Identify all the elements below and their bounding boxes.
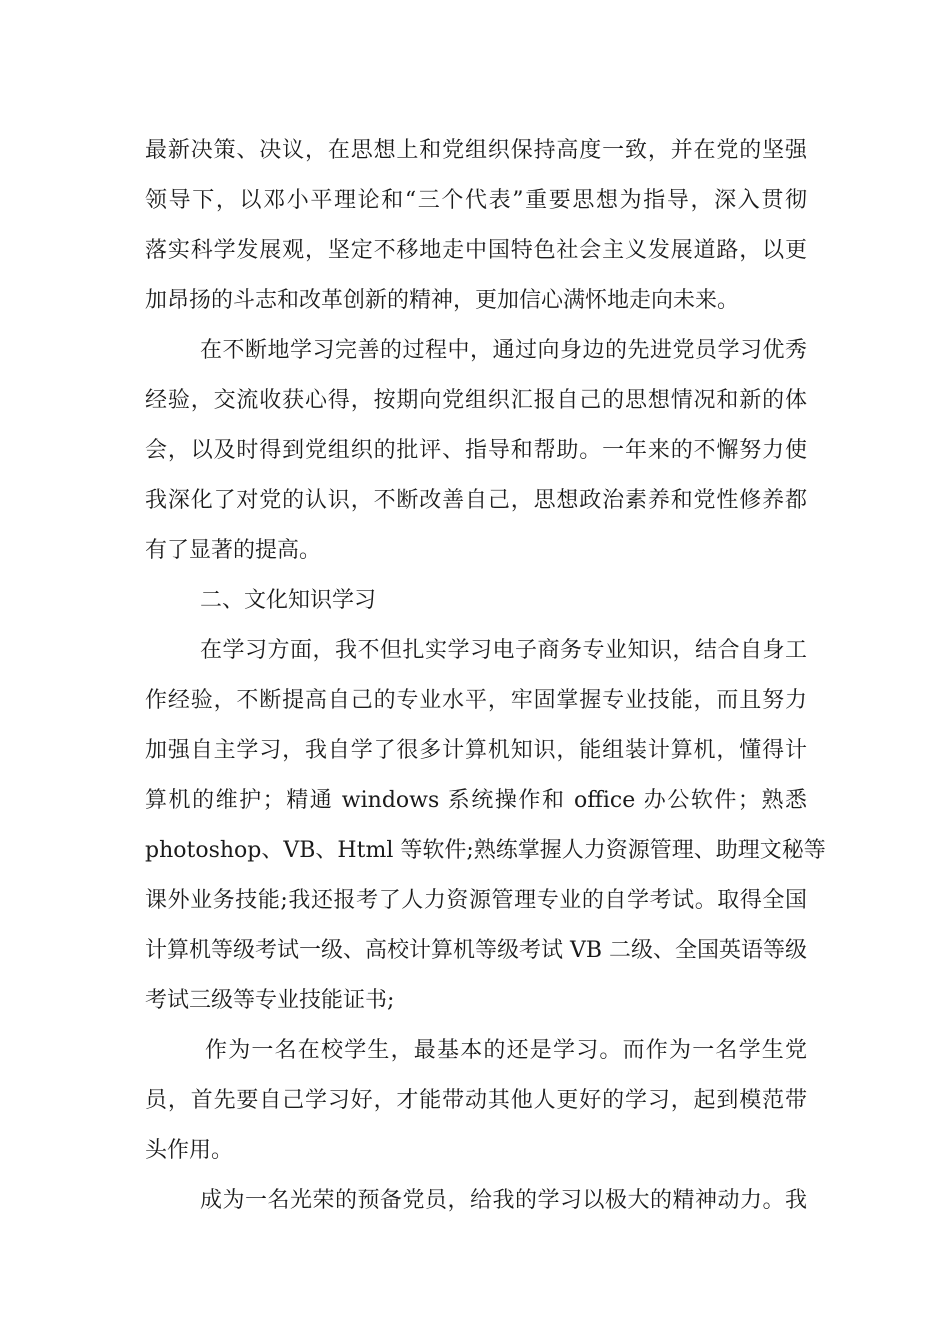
text-line-5: 在不断地学习完善的过程中，通过向身边的先进党员学习优秀 [200,338,807,363]
text-line-17: 计算机等级考试一级、高校计算机等级考试 VB 二级、全国英语等级 [145,938,808,963]
text-line-4: 加昂扬的斗志和改革创新的精神，更加信心满怀地走向未来。 [145,288,740,313]
text-line-21: 头作用。 [145,1138,234,1163]
text-line-12: 作经验，不断提高自己的专业水平，牢固掌握专业技能，而且努力 [145,688,807,713]
text-line-6: 经验，交流收获心得，按期向党组织汇报自己的思想情况和新的体 [145,388,807,413]
text-line-15: photoshop、VB、Html 等软件;熟练掌握人力资源管理、助理文秘等 [145,838,826,863]
text-line-9: 有了显著的提高。 [145,538,322,563]
text-line-7: 会，以及时得到党组织的批评、指导和帮助。一年来的不懈努力使 [145,438,807,463]
text-line-3: 落实科学发展观，坚定不移地走中国特色社会主义发展道路，以更 [145,238,807,263]
text-line-8: 我深化了对党的认识，不断改善自己，思想政治素养和党性修养都 [145,488,807,513]
text-line-2: 领导下，以邓小平理论和“三个代表”重要思想为指导，深入贯彻 [145,188,807,213]
text-line-11: 在学习方面，我不但扎实学习电子商务专业知识，结合自身工 [200,638,807,663]
text-line-14: 算机的维护；精通 windows 系统操作和 office 办公软件；熟悉 [145,788,807,813]
text-line-20: 员，首先要自己学习好，才能带动其他人更好的学习，起到模范带 [145,1088,807,1113]
text-line-22: 成为一名光荣的预备党员，给我的学习以极大的精神动力。我 [200,1188,807,1213]
text-line-18: 考试三级等专业技能证书; [145,988,395,1013]
text-line-16: 课外业务技能;我还报考了人力资源管理专业的自学考试。取得全国 [145,888,807,913]
section-heading: 二、文化知识学习 [200,588,377,613]
text-line-19: 作为一名在校学生，最基本的还是学习。而作为一名学生党 [205,1038,807,1063]
text-line-1: 最新决策、决议，在思想上和党组织保持高度一致，并在党的坚强 [145,138,807,163]
text-line-13: 加强自主学习，我自学了很多计算机知识，能组装计算机，懂得计 [145,738,807,763]
